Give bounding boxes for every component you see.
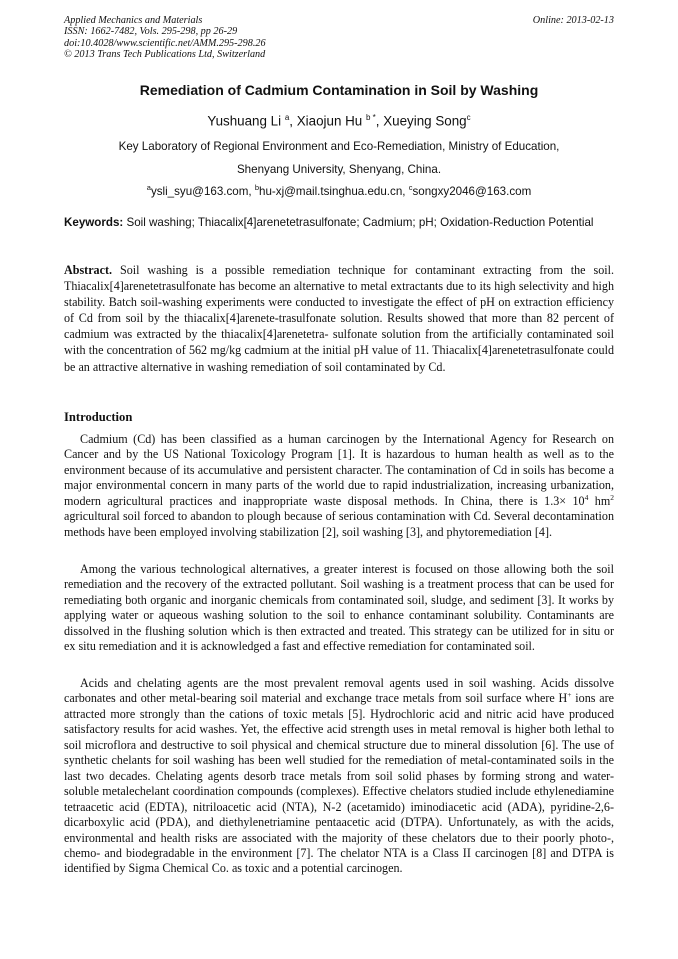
superscript: 2 [610, 492, 614, 502]
paragraph-text: ions are attracted more strongly than the cations of toxic metals [5]. Hydrochloric acid and nitric acid have produced satisfactory results for acid washes. Yet, the effective acid strength uses in metal removal is higher both lethal to soil microflora and destructive to soil physical and chemical structure due to mineral dissolution [6]. The use of synthetic chelants for soil washing has been well studied for the remediation of metal-contaminated soils in the last two decades. Chelating agents desorb trace metals from soil solid phases by forming strong and water-soluble metalechelant coordination compounds (complexes). Effective chelators studied include ethylenediamine tetraacetic acid (EDTA), nitriloacetic acid (NTA), N-2 (acetamido) iminodiacetic acid (ADA), pyridine-2,6-dicarboxylic acid (PDA), and diethylenetriamine pentaacetic acid (DTPA). Unfortunately, as with the acids, environmental and health risks are associated with the majority of these chelators due to their poorly photo-, chemo- and biodegradable in the environment [7]. The chelator NTA is a Class II carcinogen [8] and DTPA is identified by Sigma Chemical Co. as toxic and a potential carcinogen. [64, 691, 614, 876]
author-name: Yushuang Li [207, 113, 282, 129]
doi-line[interactable]: doi:10.4028/www.scientific.net/AMM.295-298.26 [64, 37, 266, 49]
section-heading-introduction: Introduction [64, 410, 133, 424]
paragraph-text: agricultural soil forced to abandon to plough because of serious contamination with Cd. Several decontamination methods have been employed involving stabilization [2], soil washing [3], and phytoremediation [4]. [64, 509, 614, 539]
email-mark: a [146, 183, 151, 192]
author-name: Xueying Song [383, 113, 467, 129]
copyright-line: © 2013 Trans Tech Publications Ltd, Switzerland [64, 49, 266, 61]
email-address[interactable]: songxy2046@163.com [412, 184, 532, 198]
paper-title: Remediation of Cadmium Contamination in Soil by Washing [139, 82, 539, 98]
superscript: 4 [584, 492, 589, 502]
paragraph-text: Cadmium (Cd) has been classified as a human carcinogen by the International Agency for Research on Cancer and by the US National Toxicology Program [1]. It is hazardous to human health as well as to the environment because of its accumulative and persistent character. The contamination of Cd in soils has become a major environmental concern in many parts of the world due to rapid industrialization, increasing urbanization, modern agricultural practices and inappropriate waste disposal methods. In China, there is 1.3× 10 [64, 432, 614, 508]
author-list [64, 113, 614, 128]
keywords-label: Keywords: [64, 216, 124, 229]
author-name: Xiaojun Hu [296, 113, 363, 129]
abstract-block [64, 262, 614, 375]
keywords-text: Soil washing; Thiacalix[4]arenetetrasulfonate; Cadmium; pH; Oxidation-Reduction Potential [123, 216, 594, 229]
author-mark: c [466, 113, 471, 122]
email-mark: b [254, 183, 260, 192]
journal-header [64, 15, 614, 61]
affiliation-line-1: Key Laboratory of Regional Environment and Eco-Remediation, Ministry of Education, [118, 140, 560, 153]
author-separator: , [289, 113, 297, 129]
affiliation-line-2: Shenyang University, Shenyang, China. [236, 163, 442, 176]
introduction-paragraph-1 [64, 432, 614, 540]
paragraph-text: Acids and chelating agents are the most prevalent removal agents used in soil washing. Acids dissolve carbonates and other metal-bearing soil material and exchange trace metals from soil surface where H [64, 676, 614, 706]
email-address[interactable]: ysli_syu@163.com, [150, 184, 255, 198]
journal-name: Applied Mechanics and Materials [64, 15, 203, 26]
paragraph-text: hm [588, 493, 611, 508]
author-mark: a [284, 113, 290, 122]
author-mark: b * [365, 113, 376, 122]
keywords-block [64, 216, 614, 231]
abstract-label: Abstract. [64, 263, 113, 277]
author-separator: , [375, 113, 384, 129]
introduction-paragraph-3 [64, 676, 614, 877]
online-date: Online: 2013-02-13 [532, 15, 614, 26]
superscript: + [567, 690, 572, 700]
abstract-text: Soil washing is a possible remediation technique for contaminant extracting from the soil. Thiacalix[4]arenetetrasulfonate has become an alternative to metal extractants due to its high selectivity and high stability. Batch soil-washing experiments were conducted to investigate the effect of pH on extraction efficiency of Cd from soil by the thiacalix[4]arenete-trasulfonate solution. Results showed that more than 82 percent of cadmium was extracted by the thiacalix[4]arenetetra- sulfonate solution from the artificially contaminated soil with the concentration of 562 mg/kg cadmium at the initial pH value of 11. Thiacalix[4]arenetetrasulfonate could be an attractive alternative in washing remediation of soil contaminated by Cd. [64, 263, 614, 374]
introduction-paragraph-2: Among the various technological alternatives, a greater interest is focused on those allowing both the soil remediation and the recovery of the extracted pollutant. Soil washing is a treatment process that can be used for remediating both organic and inorganic chemicals from contaminated soil, sludge, and sediment [3]. It works by applying water or aqueous washing solution to the soil to enhance contaminant solubility. Contaminants are dissolved in the flushing solution which is then extracted and treated. This strategy can be utilized for in situ or ex situ remediation and it is acknowledged a fast and effective remediation for contaminated soil. [64, 562, 614, 654]
issn-line: ISSN: 1662-7482, Vols. 295-298, pp 26-29 [64, 26, 238, 38]
email-mark: c [408, 183, 413, 192]
email-address[interactable]: hu-xj@mail.tsinghua.edu.cn, [259, 184, 409, 198]
author-emails [64, 183, 614, 198]
